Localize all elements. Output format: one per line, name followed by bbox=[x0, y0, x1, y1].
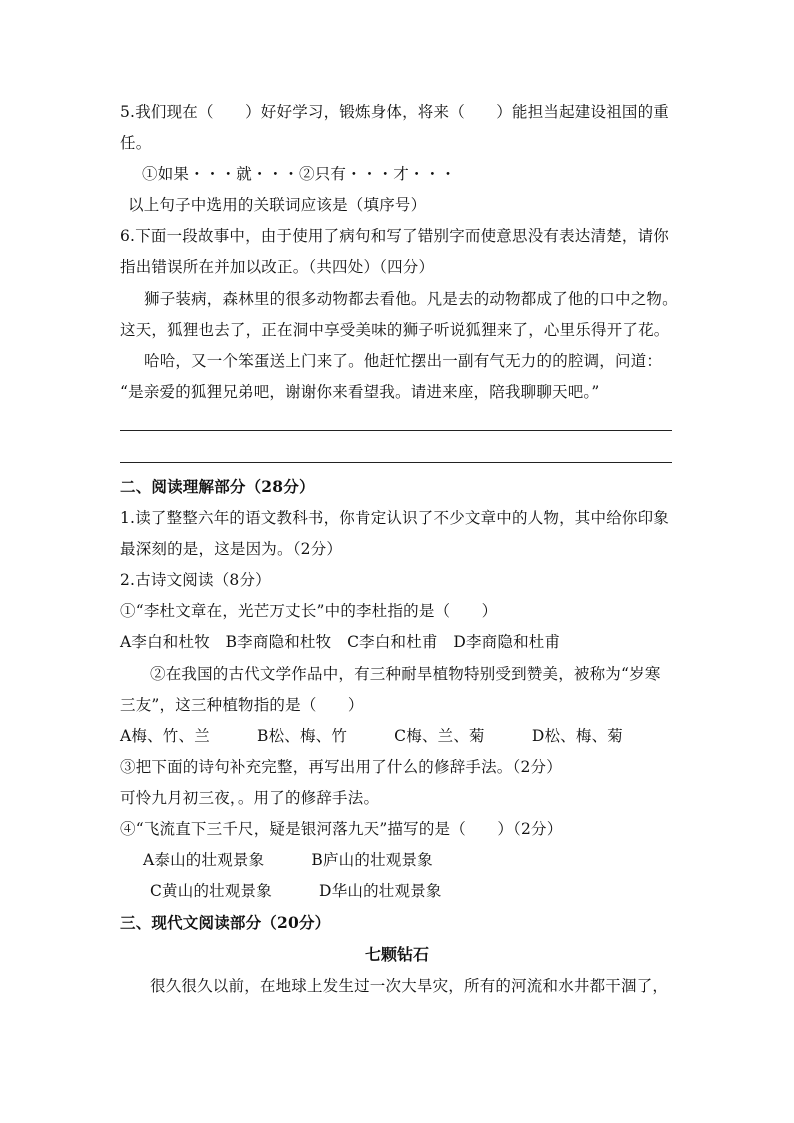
q5-instruction: 以上句子中选用的关联词应该是（填序号） bbox=[128, 196, 427, 214]
poetry-q3: ③把下面的诗句补充完整，再写出用了什么的修辞手法。（2分） bbox=[120, 758, 562, 776]
reading-q1-line-2: 最深刻的是，这是因为。（2分） bbox=[120, 540, 343, 558]
section-2-heading: 二、阅读理解部分（28分） bbox=[120, 477, 315, 496]
story-title: 七颗钻石 bbox=[364, 945, 429, 964]
poetry-q1-options: A李白和杜牧 B李商隐和杜牧 C李白和杜甫 D李商隐和杜甫 bbox=[120, 633, 561, 651]
q5-options: ①如果・・・就・・・②只有・・・才・・・ bbox=[142, 165, 457, 183]
poetry-q2-line-2: 三友”，这三种植物指的是（ ） bbox=[120, 696, 364, 714]
answer-line-1 bbox=[120, 430, 672, 431]
poetry-q4-options-cd: C黄山的壮观景象 D华山的壮观景象 bbox=[150, 882, 442, 900]
poetry-q3-poem: 可怜九月初三夜，。用了的修辞手法。 bbox=[120, 789, 380, 807]
poetry-q2-line-1: ②在我国的古代文学作品中，有三种耐旱植物特别受到赞美，被称为“岁寒 bbox=[150, 665, 661, 683]
poetry-q4: ④“飞流直下三千尺，疑是银河落九天”描写的是（ ）（2分） bbox=[120, 820, 563, 838]
poetry-q4-options-ab: A泰山的壮观景象 B庐山的壮观景象 bbox=[143, 851, 433, 869]
story-line-3: 哈哈，又一个笨蛋送上门来了。他赶忙摆出一副有气无力的的腔调，问道： bbox=[144, 352, 663, 370]
story-line-4: “是亲爱的狐狸兄弟吧，谢谢你来看望我。请进来座，陪我聊聊天吧。” bbox=[120, 383, 600, 401]
story-line-1: 狮子装病，森林里的很多动物都去看他。凡是去的动物都成了他的口中之物。 bbox=[144, 290, 678, 308]
section-3-story-line-1: 很久很久以前，在地球上发生过一次大旱灾，所有的河流和水井都干涸了， bbox=[150, 977, 669, 995]
q5-line-2: 任。 bbox=[120, 134, 152, 152]
poetry-q2-options: A梅、竹、兰 B松、梅、竹 C梅、兰、菊 D松、梅、菊 bbox=[120, 727, 623, 745]
q5-line-1: 5.我们现在（ ）好好学习，锻炼身体，将来（ ）能担当起建设祖国的重 bbox=[120, 103, 669, 121]
story-line-2: 这天，狐狸也去了，正在洞中享受美味的狮子听说狐狸来了，心里乐得开了花。 bbox=[120, 321, 670, 339]
q6-line-2: 指出错误所在并加以改正。（共四处）（四分） bbox=[120, 258, 435, 276]
reading-q1-line-1: 1.读了整整六年的语文教科书，你肯定认识了不少文章中的人物，其中给你印象 bbox=[120, 509, 669, 527]
poetry-q1: ①“李杜文章在，光芒万丈长”中的李杜指的是（ ） bbox=[120, 602, 498, 620]
section-3-heading: 三、现代文阅读部分（20分） bbox=[120, 913, 331, 932]
poetry-heading: 2.古诗文阅读（8分） bbox=[120, 571, 271, 589]
q6-line-1: 6.下面一段故事中，由于使用了病句和写了错别字而使意思没有表达清楚，请你 bbox=[120, 227, 669, 245]
answer-line-2 bbox=[120, 462, 672, 463]
